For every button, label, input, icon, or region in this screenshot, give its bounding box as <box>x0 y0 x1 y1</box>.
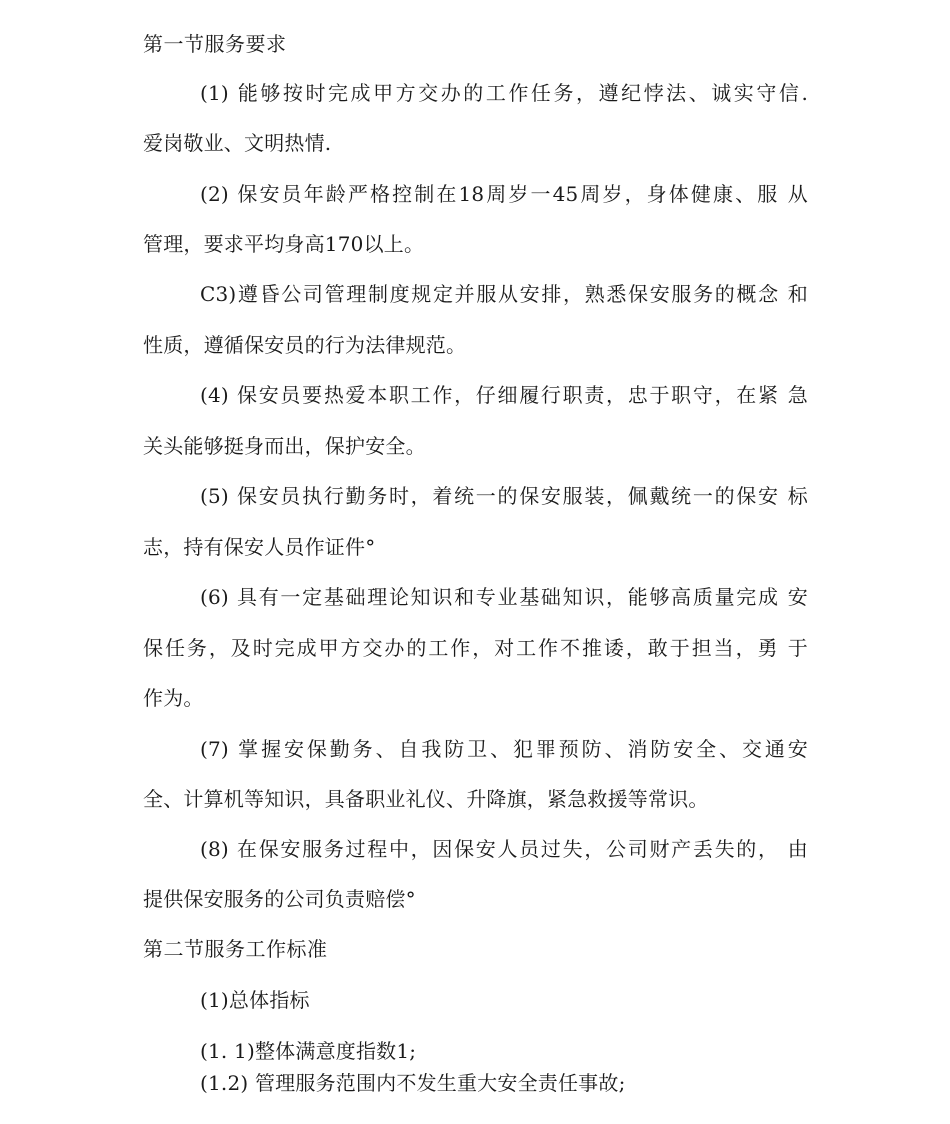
item-5-line-1: (5) 保安员执行勤务时，着统一的保安服装，佩戴统一的保安 标 <box>200 484 808 508</box>
section-2-subheading: (1)总体指标 <box>200 988 310 1012</box>
item-3-line-2: 性质，遵循保安员的行为法律规范。 <box>143 333 467 357</box>
item-3-line-1: C3)遵昏公司管理制度规定并服从安排，熟悉保安服务的概念 和 <box>200 282 808 306</box>
section-2-item-1: (1. 1)整体满意度指数1; <box>200 1039 417 1063</box>
item-4-line-2: 关头能够挺身而出，保护安全。 <box>143 434 426 458</box>
item-7-line-2: 全、计算机等知识，具备职业礼仪、升降旗，紧急救援等常识。 <box>143 787 709 811</box>
section-2-heading: 第二节服务工作标准 <box>143 937 328 961</box>
item-1-line-1: (1) 能够按时完成甲方交办的工作任务，遵纪悖法、诚实守信. <box>200 81 808 105</box>
item-6-line-3: 作为。 <box>143 686 204 710</box>
item-8-line-1: (8) 在保安服务过程中，因保安人员过失，公司财产丢失的， 由 <box>200 837 808 861</box>
item-6-line-2: 保任务，及时完成甲方交办的工作，对工作不推诿，敢于担当，勇 于 <box>143 636 808 660</box>
item-1-line-2: 爱岗敬业、文明热情. <box>143 131 332 155</box>
item-2-line-1: (2) 保安员年龄严格控制在18周岁一45周岁，身体健康、服 从 <box>200 182 808 206</box>
section-1-heading: 第一节服务要求 <box>143 32 287 56</box>
item-7-line-1: (7) 掌握安保勤务、自我防卫、犯罪预防、消防安全、交通安 <box>200 737 808 761</box>
item-2-line-2: 管理，要求平均身高170以上。 <box>143 232 425 256</box>
section-2-item-2: (1.2) 管理服务范围内不发生重大安全责任事故; <box>200 1071 626 1095</box>
item-8-line-2: 提供保安服务的公司负责赔偿° <box>143 887 416 911</box>
item-6-line-1: (6) 具有一定基础理论知识和专业基础知识，能够高质量完成 安 <box>200 585 808 609</box>
item-4-line-1: (4) 保安员要热爱本职工作，仔细履行职责，忠于职守，在紧 急 <box>200 383 808 407</box>
item-5-line-2: 志，持有保安人员作证件° <box>143 535 376 559</box>
